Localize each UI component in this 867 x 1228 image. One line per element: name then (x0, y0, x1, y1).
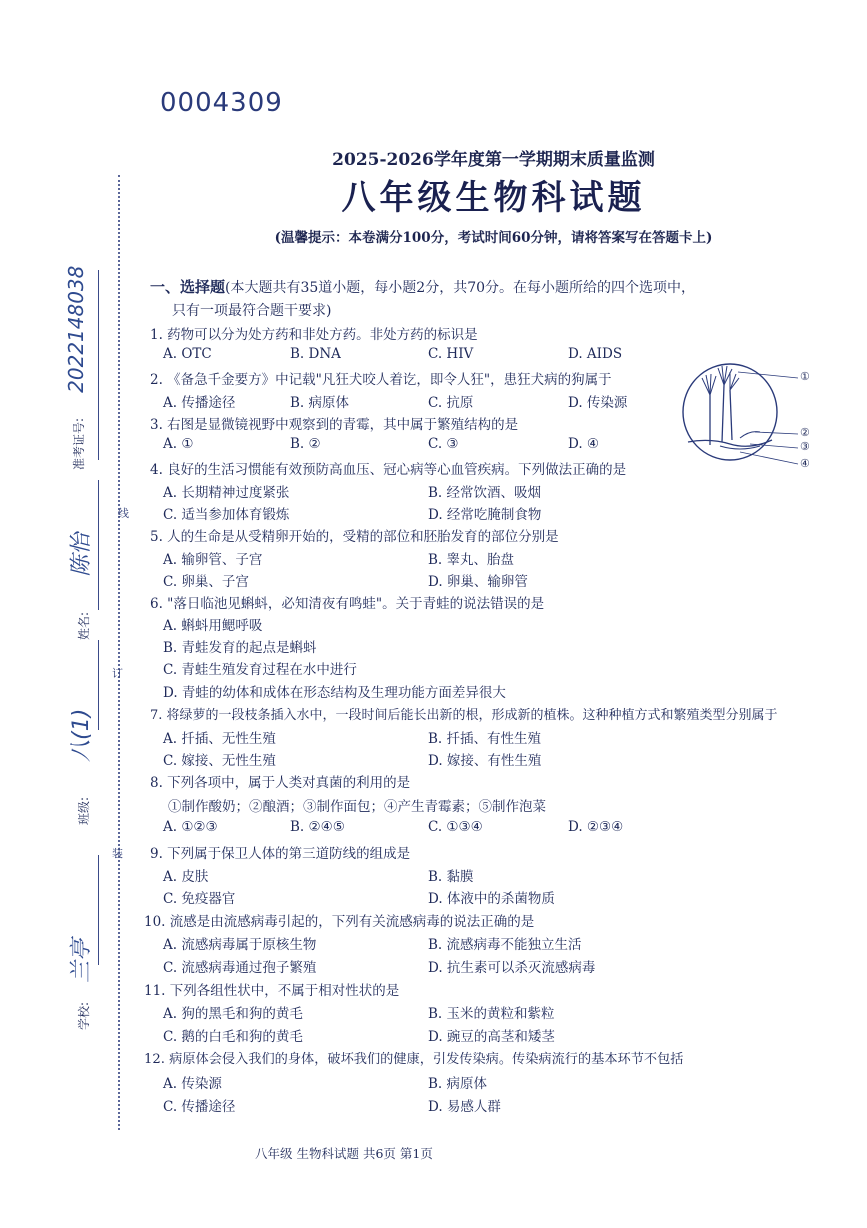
underline (98, 480, 99, 610)
binding-mark-ding: 订 (112, 667, 123, 680)
school-label: 学校: (77, 1001, 91, 1030)
option: C. ①③④ (428, 819, 483, 835)
option: C. 青蛙生殖发育过程在水中进行 (163, 662, 357, 678)
question-stem: 4. 良好的生活习惯能有效预防高血压、冠心病等心血管疾病。下列做法正确的是 (150, 462, 627, 478)
binding-line (118, 175, 120, 1130)
section-desc-line1: (本大题共有35道小题，每小题2分，共70分。在每小题所给的四个选项中， (225, 280, 696, 296)
option: C. 免疫器官 (163, 891, 236, 907)
option: C. 嫁接、无性生殖 (163, 753, 276, 769)
question-stem: 6. "落日临池见蝌蚪，必知清夜有鸣蛙"。关于青蛙的说法错误的是 (150, 596, 545, 612)
serial-number: 0004309 (160, 88, 283, 118)
option: A. 蝌蚪用鳃呼吸 (163, 618, 263, 634)
underline (98, 855, 99, 965)
class-value: 八(1) (69, 708, 94, 762)
question-stem: 10. 流感是由流感病毒引起的，下列有关流感病毒的说法正确的是 (144, 914, 535, 930)
option: A. ① (163, 436, 194, 452)
class-field (64, 709, 95, 825)
option: B. 扦插、有性生殖 (428, 731, 542, 747)
option: A. 流感病毒属于原核生物 (163, 937, 317, 953)
binding-mark-zhuang: 装 (112, 847, 123, 860)
option: B. 经常饮酒、吸烟 (428, 485, 542, 501)
section-heading (150, 276, 695, 297)
section-desc-line2: 只有一项最符合题干要求) (172, 303, 332, 319)
option: B. 病原体 (428, 1076, 488, 1092)
option: C. 卵巢、子宫 (163, 574, 249, 590)
question-stem: 7. 将绿萝的一段枝条插入水中，一段时间后能长出新的根，形成新的植株。这种种植方式和繁殖类型分别属于 (150, 708, 778, 723)
name-value: 陈怡 (69, 532, 94, 577)
option: C. 适当参加体育锻炼 (163, 507, 290, 523)
option: A. ①②③ (163, 819, 218, 835)
option: D. 易感人群 (428, 1099, 501, 1115)
question-stem: 3. 右图是显微镜视野中观察到的青霉，其中属于繁殖结构的是 (150, 417, 519, 433)
question-stem: 9. 下列属于保卫人体的第三道防线的组成是 (150, 846, 411, 862)
option: C. ③ (428, 436, 459, 452)
section-title: 一、选择题 (150, 278, 226, 296)
school-field (64, 939, 95, 1030)
exam-tip: (温馨提示：本卷满分100分，考试时间60分钟，请将答案写在答题卡上) (274, 230, 713, 246)
class-label: 班级: (77, 796, 91, 825)
page-footer: 八年级 生物科试题 共6页 第1页 (255, 1146, 433, 1161)
diagram-label: ② (800, 426, 810, 439)
option: C. HIV (428, 346, 474, 362)
underline (98, 640, 99, 730)
option: B. DNA (290, 346, 341, 362)
option: B. 青蛙发育的起点是蝌蚪 (163, 640, 317, 656)
name-field (64, 533, 95, 640)
option: B. 睾丸、胎盘 (428, 552, 515, 568)
exam-number-label: 准考证号: (72, 417, 86, 470)
option: D. 经常吃腌制食物 (428, 507, 542, 523)
option: C. 抗原 (428, 395, 474, 411)
option: A. 传播途径 (163, 395, 236, 411)
exam-title: 2025-2026学年度第一学期期末质量监测 (332, 150, 655, 170)
penicillium-diagram (680, 360, 830, 474)
option: D. 嫁接、有性生殖 (428, 753, 542, 769)
option: B. 流感病毒不能独立生活 (428, 937, 582, 953)
exam-number-field (64, 266, 88, 470)
question-sub-items: ①制作酸奶；②酿酒；③制作面包；④产生青霉素；⑤制作泡菜 (168, 799, 546, 815)
question-stem: 8. 下列各项中，属于人类对真菌的利用的是 (150, 775, 411, 791)
option: A. 传染源 (163, 1076, 222, 1092)
option: B. ②④⑤ (290, 819, 345, 835)
main-title: 八年级生物科试题 (341, 178, 646, 218)
option: C. 传播途径 (163, 1099, 236, 1115)
binding-mark-xian: 线 (118, 507, 129, 520)
name-label: 姓名: (77, 611, 91, 640)
option: C. 鹅的白毛和狗的黄毛 (163, 1029, 303, 1045)
option: A. 输卵管、子宫 (163, 552, 263, 568)
option: D. 体液中的杀菌物质 (428, 891, 555, 907)
option: C. 流感病毒通过孢子繁殖 (163, 960, 317, 976)
option: D. ②③④ (568, 819, 624, 835)
diagram-label: ① (800, 370, 810, 383)
exam-number-value: 2022148038 (64, 265, 88, 393)
question-stem: 12. 病原体会侵入我们的身体，破坏我们的健康，引发传染病。传染病流行的基本环节不包括 (144, 1052, 684, 1067)
option: A. 皮肤 (163, 869, 209, 885)
school-value: 兰亭 (69, 938, 94, 983)
diagram-label: ③ (800, 440, 810, 453)
option: B. 病原体 (290, 395, 350, 411)
option: B. ② (290, 436, 321, 452)
diagram-label: ④ (800, 457, 810, 470)
option: A. 扦插、无性生殖 (163, 731, 276, 747)
option: D. 豌豆的高茎和矮茎 (428, 1029, 555, 1045)
option: A. 长期精神过度紧张 (163, 485, 290, 501)
option: D. 青蛙的幼体和成体在形态结构及生理功能方面差异很大 (163, 685, 506, 701)
option: A. OTC (163, 346, 212, 362)
question-stem: 11. 下列各组性状中，不属于相对性状的是 (144, 983, 400, 999)
option: D. AIDS (568, 346, 623, 362)
option: D. 卵巢、输卵管 (428, 574, 528, 590)
question-stem: 1. 药物可以分为处方药和非处方药。非处方药的标识是 (150, 327, 478, 343)
option: B. 玉米的黄粒和紫粒 (428, 1006, 555, 1022)
option: D. 抗生素可以杀灭流感病毒 (428, 960, 596, 976)
option: D. ④ (568, 436, 600, 452)
option: D. 传染源 (568, 395, 628, 411)
question-stem: 2. 《备急千金要方》中记载"凡狂犬咬人着讫，即令人狂"，患狂犬病的狗属于 (150, 372, 612, 388)
question-stem: 5. 人的生命是从受精卵开始的，受精的部位和胚胎发育的部位分别是 (150, 529, 559, 545)
option: B. 黏膜 (428, 869, 474, 885)
option: A. 狗的黑毛和狗的黄毛 (163, 1006, 303, 1022)
underline (98, 270, 99, 460)
